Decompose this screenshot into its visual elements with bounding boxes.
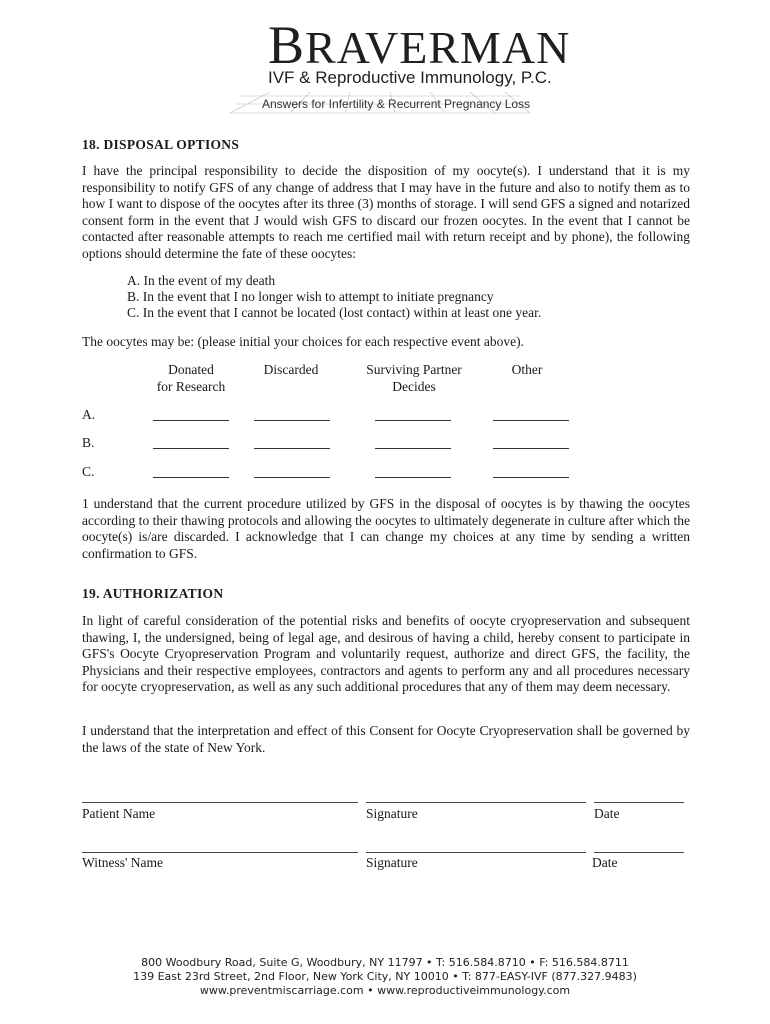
section-18-closing: 1 understand that the current procedure utilized by GFS in the disposal of oocytes is by thawing the oocytes according to their thawing protocols and allowing the oocytes to ultimately degenerate in culture after which the oocyte(s) is/are discarded. I acknowledge that I can change my choices at any time by sending a written confirmation to GFS. — [82, 496, 690, 561]
patient-signature-label: Signature — [366, 806, 418, 821]
initial-blank-c-discarded[interactable] — [254, 477, 330, 478]
initial-blank-a-discarded[interactable] — [254, 420, 330, 421]
column-discarded-line1: Discarded — [263, 362, 319, 377]
section-19-paragraph-2: I understand that the interpretation and effect of this Consent for Oocyte Cryopreservation shall be governed by the laws of the state of New York. — [82, 723, 690, 755]
row-label-b: B. — [82, 435, 95, 450]
patient-name-label: Patient Name — [82, 806, 156, 821]
logo-subtitle: IVF & Reproductive Immunology, P.C. — [268, 68, 552, 87]
witness-signature-label: Signature — [366, 855, 418, 870]
column-donated-line1: Donated — [168, 362, 214, 377]
witness-date-line[interactable] — [594, 852, 684, 853]
witness-name-line[interactable] — [82, 852, 358, 853]
patient-date-line[interactable] — [594, 802, 684, 803]
footer-address-1: 800 Woodbury Road, Suite G, Woodbury, NY 11797 • T: 516.584.8710 • F: 516.584.8711 — [141, 956, 629, 969]
patient-signature-line[interactable] — [366, 802, 586, 803]
witness-signature-line[interactable] — [366, 852, 586, 853]
column-other-line1: Other — [511, 362, 543, 377]
row-label-c: C. — [82, 464, 95, 479]
initial-blank-c-donated[interactable] — [153, 477, 229, 478]
column-surviving-line2: Decides — [392, 378, 436, 394]
initial-blank-b-partner[interactable] — [375, 448, 451, 449]
section-18-heading: 18. DISPOSAL OPTIONS — [82, 137, 240, 152]
initial-blank-b-discarded[interactable] — [254, 448, 330, 449]
column-donated-line2: for Research — [156, 378, 226, 394]
witness-name-label: Witness' Name — [82, 855, 163, 870]
section-18-paragraph: I have the principal responsibility to decide the disposition of my oocyte(s). I understand that it is my responsibility to notify GFS of any change of address that I may have in the future and also to notify them as to how I want to dispose of the oocytes after its three (3) months of storage. I will send GFS a signed and notarized consent form in the event that J would wish GFS to discard our frozen oocytes. In the event that I cannot be contacted after reasonable attempts to reach me certified mail with return receipt and by phone), the following options should determine the fate of these oocytes: — [82, 163, 690, 261]
column-surviving-line1: Surviving Partner — [366, 362, 462, 377]
logo-tagline: Answers for Infertility & Recurrent Pregnancy Loss — [262, 97, 531, 111]
initial-instruction: The oocytes may be: (please initial your choices for each respective event above). — [82, 334, 524, 349]
logo-initial: B — [268, 15, 306, 75]
event-b: B. In the event that I no longer wish to attempt to initiate pregnancy — [127, 289, 494, 304]
initial-blank-a-donated[interactable] — [153, 420, 229, 421]
column-discarded — [226, 362, 356, 379]
witness-date-label: Date — [592, 855, 618, 870]
section-19-heading: 19. AUTHORIZATION — [82, 586, 224, 601]
initial-blank-a-other[interactable] — [493, 420, 569, 421]
initial-blank-a-partner[interactable] — [375, 420, 451, 421]
column-surviving-partner — [349, 362, 479, 395]
row-label-a: A. — [82, 407, 96, 422]
initial-blank-b-donated[interactable] — [153, 448, 229, 449]
column-other — [462, 362, 592, 379]
section-19-paragraph-1: In light of careful consideration of the potential risks and benefits of oocyte cryopreservation and subsequent thawing, I, the undersigned, being of legal age, and desirous of having a child, hereby consent to participate in GFS's Oocyte Cryopreservation Program and voluntarily request, authorize and direct GFS, the facility, the Physicians and their respective employees, contractors and agents to perform any and all procedures necessary for oocyte cryopreservation, as well as any such additional procedures that any of them may deem necessary. — [82, 613, 690, 694]
event-c: C. In the event that I cannot be located (lost contact) within at least one year. — [127, 305, 542, 320]
initial-blank-c-partner[interactable] — [375, 477, 451, 478]
logo-title — [268, 15, 571, 75]
initial-blank-c-other[interactable] — [493, 477, 569, 478]
initial-blank-b-other[interactable] — [493, 448, 569, 449]
footer-websites: www.preventmiscarriage.com • www.reproductiveimmunology.com — [199, 984, 571, 997]
patient-name-line[interactable] — [82, 802, 358, 803]
logo-rest: RAVERMAN — [305, 22, 571, 73]
footer-address-2: 139 East 23rd Street, 2nd Floor, New York City, NY 10010 • T: 877-EASY-IVF (877.327.9483) — [133, 970, 637, 983]
patient-date-label: Date — [594, 806, 620, 821]
event-a: A. In the event of my death — [127, 273, 276, 288]
